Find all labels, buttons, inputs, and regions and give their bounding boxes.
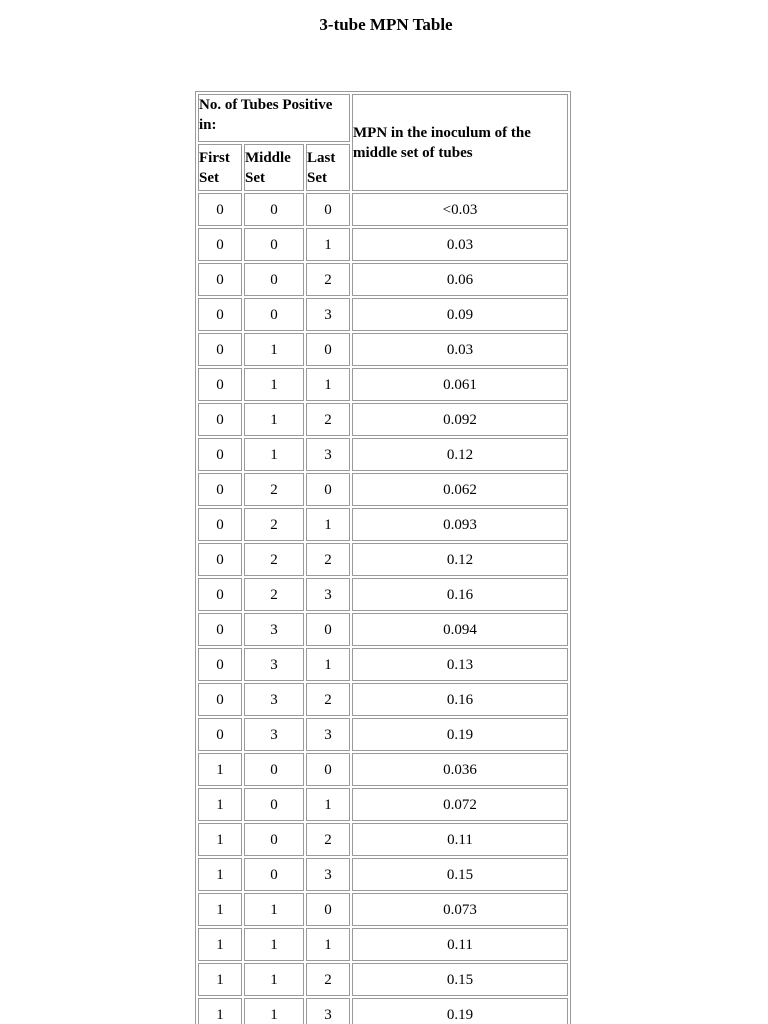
table-row (198, 648, 568, 681)
middle-set-cell: 0 (244, 263, 304, 296)
first-set-cell: 1 (198, 823, 242, 856)
middle-set-cell: 1 (244, 963, 304, 996)
middle-set-cell: 3 (244, 683, 304, 716)
table-row (198, 333, 568, 366)
tubes-positive-header: No. of Tubes Positive in: (198, 94, 350, 142)
table-row (198, 928, 568, 961)
mpn-value-cell: 0.061 (352, 368, 568, 401)
middle-set-cell: 1 (244, 928, 304, 961)
middle-set-cell: 3 (244, 718, 304, 751)
table-row (198, 508, 568, 541)
mpn-value-cell: 0.11 (352, 823, 568, 856)
last-set-cell: 0 (306, 473, 350, 506)
middle-set-cell: 3 (244, 648, 304, 681)
table-row (198, 858, 568, 891)
middle-set-cell: 2 (244, 473, 304, 506)
first-set-cell: 0 (198, 228, 242, 261)
table-row (198, 473, 568, 506)
middle-set-cell: 1 (244, 998, 304, 1024)
middle-set-cell: 2 (244, 578, 304, 611)
last-set-cell: 3 (306, 298, 350, 331)
last-set-cell: 0 (306, 753, 350, 786)
last-set-cell: 3 (306, 438, 350, 471)
mpn-table-body (198, 193, 568, 1024)
table-row (198, 683, 568, 716)
table-row (198, 543, 568, 576)
last-set-cell: 3 (306, 578, 350, 611)
table-row (198, 403, 568, 436)
middle-set-cell: 0 (244, 298, 304, 331)
first-set-cell: 0 (198, 508, 242, 541)
table-row (198, 613, 568, 646)
mpn-value-cell: 0.092 (352, 403, 568, 436)
first-set-cell: 0 (198, 578, 242, 611)
mpn-header: MPN in the inoculum of the middle set of tubes (352, 94, 568, 191)
first-set-cell: 0 (198, 298, 242, 331)
table-row (198, 893, 568, 926)
last-set-cell: 2 (306, 963, 350, 996)
last-set-cell: 2 (306, 543, 350, 576)
first-set-cell: 0 (198, 683, 242, 716)
mpn-value-cell: 0.072 (352, 788, 568, 821)
last-set-cell: 0 (306, 193, 350, 226)
middle-set-cell: 3 (244, 613, 304, 646)
last-set-cell: 0 (306, 333, 350, 366)
header-row-group (198, 94, 568, 142)
middle-set-cell: 2 (244, 543, 304, 576)
last-set-cell: 2 (306, 263, 350, 296)
first-set-cell: 0 (198, 263, 242, 296)
first-set-cell: 1 (198, 998, 242, 1024)
first-set-cell: 1 (198, 963, 242, 996)
table-row (198, 578, 568, 611)
mpn-table (195, 91, 571, 1024)
last-set-cell: 1 (306, 928, 350, 961)
first-set-cell: 1 (198, 753, 242, 786)
middle-set-cell: 1 (244, 368, 304, 401)
table-row (198, 228, 568, 261)
middle-set-cell: 1 (244, 438, 304, 471)
table-row (198, 823, 568, 856)
table-row (198, 718, 568, 751)
mpn-value-cell: 0.03 (352, 333, 568, 366)
last-set-cell: 3 (306, 718, 350, 751)
last-set-cell: 2 (306, 683, 350, 716)
middle-set-cell: 2 (244, 508, 304, 541)
first-set-cell: 1 (198, 893, 242, 926)
table-row (198, 193, 568, 226)
mpn-value-cell: 0.093 (352, 508, 568, 541)
middle-set-cell: 0 (244, 753, 304, 786)
last-set-cell: 3 (306, 998, 350, 1024)
first-set-cell: 1 (198, 928, 242, 961)
last-set-cell: 2 (306, 403, 350, 436)
last-set-cell: 1 (306, 788, 350, 821)
mpn-value-cell: 0.13 (352, 648, 568, 681)
first-set-cell: 0 (198, 613, 242, 646)
table-row (198, 298, 568, 331)
first-set-header: First Set (198, 144, 242, 191)
mpn-value-cell: 0.062 (352, 473, 568, 506)
middle-set-cell: 0 (244, 788, 304, 821)
first-set-cell: 0 (198, 473, 242, 506)
table-row (198, 263, 568, 296)
first-set-cell: 0 (198, 403, 242, 436)
last-set-cell: 1 (306, 648, 350, 681)
last-set-cell: 2 (306, 823, 350, 856)
table-row (198, 438, 568, 471)
first-set-cell: 0 (198, 368, 242, 401)
first-set-cell: 0 (198, 438, 242, 471)
table-row (198, 788, 568, 821)
mpn-value-cell: 0.19 (352, 718, 568, 751)
last-set-cell: 1 (306, 508, 350, 541)
middle-set-header: Middle Set (244, 144, 304, 191)
middle-set-cell: 0 (244, 823, 304, 856)
first-set-cell: 0 (198, 648, 242, 681)
middle-set-cell: 0 (244, 193, 304, 226)
mpn-value-cell: 0.12 (352, 543, 568, 576)
mpn-value-cell: 0.11 (352, 928, 568, 961)
mpn-value-cell: 0.16 (352, 683, 568, 716)
mpn-value-cell: 0.15 (352, 963, 568, 996)
table-row (198, 368, 568, 401)
mpn-value-cell: 0.12 (352, 438, 568, 471)
last-set-header: Last Set (306, 144, 350, 191)
first-set-cell: 1 (198, 858, 242, 891)
mpn-value-cell: 0.19 (352, 998, 568, 1024)
mpn-value-cell: 0.073 (352, 893, 568, 926)
last-set-cell: 3 (306, 858, 350, 891)
mpn-value-cell: 0.16 (352, 578, 568, 611)
mpn-value-cell: 0.094 (352, 613, 568, 646)
page-title: 3-tube MPN Table (319, 15, 453, 34)
last-set-cell: 1 (306, 228, 350, 261)
first-set-cell: 0 (198, 543, 242, 576)
first-set-cell: 1 (198, 788, 242, 821)
middle-set-cell: 1 (244, 403, 304, 436)
mpn-value-cell: 0.03 (352, 228, 568, 261)
middle-set-cell: 1 (244, 893, 304, 926)
middle-set-cell: 1 (244, 333, 304, 366)
table-row (198, 998, 568, 1024)
mpn-value-cell: 0.15 (352, 858, 568, 891)
middle-set-cell: 0 (244, 858, 304, 891)
last-set-cell: 0 (306, 893, 350, 926)
last-set-cell: 1 (306, 368, 350, 401)
first-set-cell: 0 (198, 333, 242, 366)
mpn-value-cell: 0.09 (352, 298, 568, 331)
table-row (198, 753, 568, 786)
mpn-value-cell: 0.06 (352, 263, 568, 296)
mpn-value-cell: <0.03 (352, 193, 568, 226)
middle-set-cell: 0 (244, 228, 304, 261)
first-set-cell: 0 (198, 193, 242, 226)
table-row (198, 963, 568, 996)
last-set-cell: 0 (306, 613, 350, 646)
mpn-value-cell: 0.036 (352, 753, 568, 786)
first-set-cell: 0 (198, 718, 242, 751)
